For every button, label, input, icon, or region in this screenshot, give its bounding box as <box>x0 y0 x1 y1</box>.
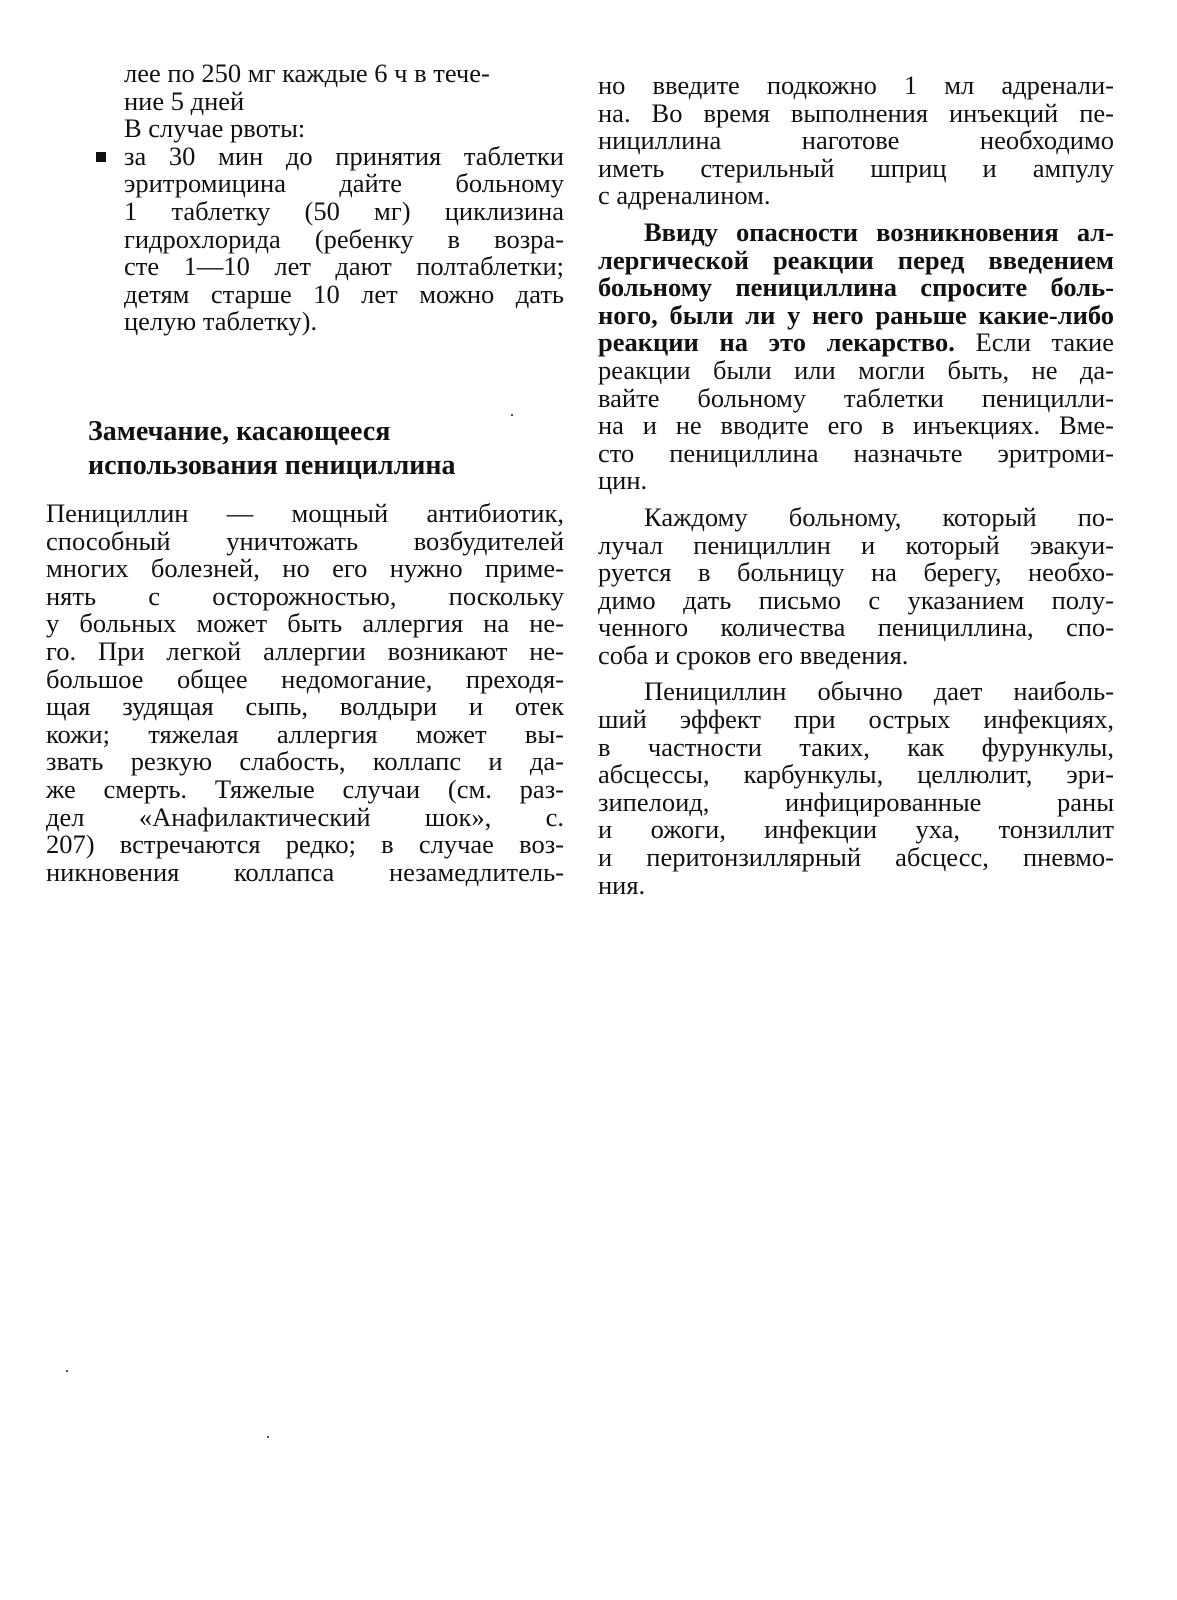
text-line: щая зудящая сыпь, волдыри и отек <box>46 691 564 722</box>
paragraph-allergy-warning <box>598 216 1114 496</box>
text-line: го. При легкой аллергии возникают не- <box>46 635 564 666</box>
text-line: ние 5 дней <box>124 85 245 116</box>
text-line: и ожоги, инфекции уха, тонзиллит <box>598 814 1114 845</box>
text-line: с адреналином. <box>598 180 771 211</box>
text-line: многих болезней, но его нужно приме- <box>46 553 564 584</box>
plain-phrase: Если такие <box>954 327 1114 358</box>
text-line: сте 1—10 лет дают полтаблетки; <box>124 251 564 282</box>
scan-speck <box>66 1370 68 1372</box>
text-line: кожи; тяжелая аллергия может вы- <box>46 718 564 749</box>
bold-text-line: лергической реакции перед введением <box>598 244 1114 275</box>
text-line: цин. <box>598 465 648 496</box>
scan-speck <box>267 1436 269 1438</box>
text-line: лучал пенициллин и который эвакуи- <box>598 529 1114 560</box>
text-line: на и не вводите его в инъекциях. Вме- <box>598 410 1114 441</box>
text-line: вайте больному таблетки пеницилли- <box>598 382 1114 413</box>
scan-speck <box>511 414 513 416</box>
text-line: эритромицина дайте больному <box>124 168 564 199</box>
paragraph-indications <box>598 678 1114 899</box>
paragraph-adrenaline <box>598 72 1114 210</box>
bold-text-line: ного, были ли у него раньше какие-либо <box>598 299 1114 330</box>
bold-text-line: Ввиду опасности возникновения ал- <box>644 216 1114 247</box>
text-line: детям старше 10 лет можно дать <box>124 278 564 309</box>
text-line: но введите подкожно 1 мл адренали- <box>598 70 1114 100</box>
bold-phrase: реакции на это лекарство. <box>598 327 955 358</box>
text-line: никновения коллапса незамедлитель- <box>46 856 564 887</box>
text-line: абсцессы, карбункулы, целлюлит, эри- <box>598 759 1114 790</box>
square-bullet-icon <box>96 152 106 162</box>
text-line: сто пенициллина назначьте эритроми- <box>598 437 1114 468</box>
bullet-item <box>46 140 564 337</box>
text-line: за 30 мин до принятия таблетки <box>124 140 564 171</box>
section-heading <box>88 415 548 483</box>
text-line: дел «Анафилактический шок», с. <box>46 801 564 832</box>
text-line: иметь стерильный шприц и ампулу <box>598 152 1114 183</box>
text-line: нициллина наготове необходимо <box>598 125 1114 156</box>
bold-text-line: больному пенициллина спросите боль- <box>598 272 1114 303</box>
penicillin-paragraph <box>46 500 564 886</box>
text-line: димо дать письмо с указанием полу- <box>598 584 1114 615</box>
text-line: большое общее недомогание, преходя- <box>46 663 564 694</box>
text-line: зипелоид, инфицированные раны <box>598 786 1114 817</box>
text-line: руется в больницу на берегу, необхо- <box>598 557 1114 588</box>
text-line: нять с осторожностью, поскольку <box>46 580 564 611</box>
text-line: 207) встречаются редко; в случае воз- <box>46 829 564 860</box>
text-line: ченного количества пенициллина, спо- <box>598 612 1114 643</box>
text-line: реакции были или могли быть, не да- <box>598 354 1114 385</box>
text-line: целую таблетку). <box>124 306 318 337</box>
text-line: и перитонзиллярный абсцесс, пневмо- <box>598 842 1114 873</box>
text-line: у больных может быть аллергия на не- <box>46 608 564 639</box>
text-line: Каждому больному, который по- <box>644 501 1114 532</box>
heading-line: использования пенициллина <box>88 450 456 481</box>
mixed-text-line <box>598 329 1114 357</box>
text-line: способный уничтожать возбудителей <box>46 525 564 556</box>
text-line: соба и сроков его введения. <box>598 639 909 670</box>
text-line: гидрохлорида (ребенку в возра- <box>124 223 564 254</box>
right-column <box>598 72 1114 899</box>
text-line: лее по 250 мг каждые 6 ч в тече- <box>124 58 490 88</box>
text-line: в частности таких, как фурункулы, <box>598 731 1114 762</box>
text-line: ший эффект при острых инфекциях, <box>598 704 1114 735</box>
text-line: звать резкую слабость, коллапс и да- <box>46 746 564 777</box>
text-line: Пенициллин — мощный антибиотик, <box>46 498 564 528</box>
left-column-top <box>46 60 564 336</box>
text-line: ния. <box>598 869 646 900</box>
text-line: же смерть. Тяжелые случаи (см. раз- <box>46 773 564 804</box>
text-line: 1 таблетку (50 мг) циклизина <box>124 195 564 226</box>
paragraph-evacuation-letter <box>598 501 1114 670</box>
text-line: Пенициллин обычно дает наиболь- <box>644 676 1114 707</box>
vomiting-label: В случае рвоты: <box>124 113 306 144</box>
heading-line: Замечание, касающееся <box>88 416 391 447</box>
text-line: на. Во время выполнения инъекций пе- <box>598 97 1114 128</box>
